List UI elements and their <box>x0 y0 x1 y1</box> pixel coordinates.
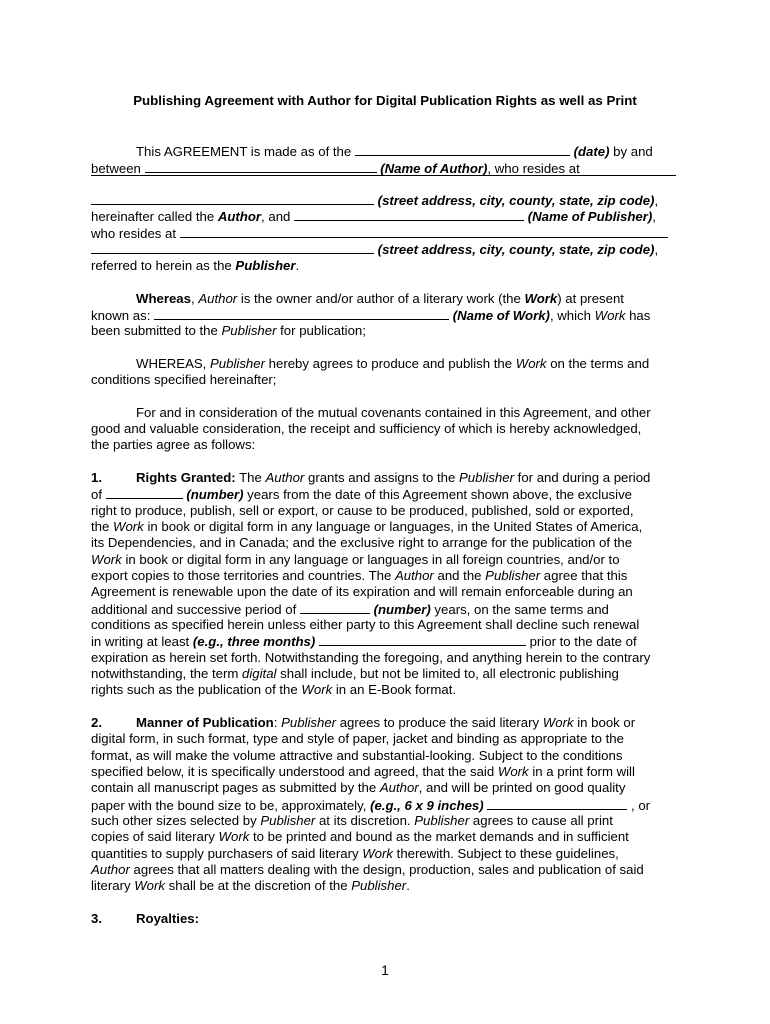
page-number: 1 <box>381 962 389 978</box>
section-2-line-3: format, as will make the volume attractive and substantial-looking. Subject to the conditions <box>91 748 623 763</box>
section-1-line-4: the Work in book or digital form in any language or languages, in the United States of America, <box>91 519 643 534</box>
section-2-line-2: digital form, in such format, type and style of paper, jacket and binding as appropriate to the <box>91 731 624 746</box>
section-2-number: 2. <box>91 715 102 730</box>
section-1-line-5: its Dependencies, and in Canada; and the exclusive right to arrange for the publication of the <box>91 535 633 550</box>
consideration-line-3: the parties agree as follows: <box>91 437 256 452</box>
section-2-heading: Manner of Publication <box>136 715 274 730</box>
consideration-line-2: good and valuable consideration, the receipt and sufficiency of which is hereby acknowledged, <box>91 421 642 436</box>
whereas-line-1: Whereas, Author is the owner and/or author of a literary work (the Work) at present <box>136 291 624 306</box>
section-1-line-13: notwithstanding, the term digital shall include, but not be limited to, all electronic publishing <box>91 666 619 681</box>
section-3-heading: Royalties: <box>136 911 200 926</box>
section-1-line-14: rights such as the publication of the Work in an E-Book format. <box>91 682 457 697</box>
page-title: Publishing Agreement with Author for Digital Publication Rights as well as Print <box>133 93 637 108</box>
section-2-line-10: Author agrees that all matters dealing with the design, production, sales and publication of said <box>91 862 644 877</box>
section-1-line-7: export copies to those territories and countries. The Author and the Publisher agree that this <box>91 568 628 583</box>
section-2-line-1: 2. Manner of Publication: Publisher agrees to produce the said literary Work in book or <box>91 715 636 730</box>
section-3-line-1 <box>91 911 199 927</box>
section-1-line-2: of (number) years from the date of this Agreement shown above, the exclusive <box>91 487 633 502</box>
section-2-line-8: copies of said literary Work to be printed and bound as the market demands and in sufficient <box>91 829 629 844</box>
consideration-line-1: For and in consideration of the mutual covenants contained in this Agreement, and other <box>136 405 651 420</box>
intro-line-5: hereinafter called the Author, and (Name of Publisher), <box>91 209 656 224</box>
section-2-line-5: contain all manuscript pages as submitted by the Author, and will be printed on good quality <box>91 780 626 795</box>
section-1-heading: Rights Granted: <box>136 470 236 485</box>
section-2-line-9: quantities to supply purchasers of said literary Work therewith. Subject to these guidelines, <box>91 846 619 861</box>
section-2-line-7: such other sizes selected by Publisher at its discretion. Publisher agrees to cause all print <box>91 813 613 828</box>
section-1-line-9: additional and successive period of (number) years, on the same terms and <box>91 602 609 617</box>
whereas-line-3: been submitted to the Publisher for publication; <box>91 323 366 338</box>
section-3-number: 3. <box>91 911 102 926</box>
section-1-line-1: 1. Rights Granted: The Author grants and assigns to the Publisher for and during a period <box>91 470 651 485</box>
section-1-line-3: right to produce, publish, sell or export, or cause to be produced, published, sold or exported, <box>91 503 634 518</box>
whereas2-line-1: WHEREAS, Publisher hereby agrees to produce and publish the Work on the terms and <box>136 356 650 371</box>
intro-line-8: referred to herein as the Publisher. <box>91 258 300 273</box>
intro-line-4: (street address, city, county, state, zip code), <box>91 192 658 209</box>
section-1-line-8: Agreement is renewable upon the date of its expiration and will remain enforceable during an <box>91 584 633 599</box>
whereas2-line-2: conditions specified hereinafter; <box>91 372 277 387</box>
section-1-line-12: expiration as herein set forth. Notwithstanding the foregoing, and anything herein to the contrary <box>91 650 651 665</box>
intro-line-7: (street address, city, county, state, zip code), <box>91 241 658 258</box>
section-1-line-10: conditions as specified herein unless either party to this Agreement shall decline such renewal <box>91 617 640 632</box>
section-2-line-6: paper with the bound size to be, approximately, (e.g., 6 x 9 inches) , or <box>91 798 651 813</box>
intro-line-2: between (Name of Author), who resides at <box>91 161 580 176</box>
address-blank-1 <box>91 175 676 176</box>
section-1-line-6: Work in book or digital form in any language or languages in all foreign countries, and/or to <box>91 552 620 567</box>
section-2-line-11: literary Work shall be at the discretion of the Publisher. <box>91 878 410 893</box>
section-1-number: 1. <box>91 470 102 485</box>
intro-line-6: who resides at <box>91 225 668 242</box>
section-2-line-4: specified below, it is specifically understood and agreed, that the said Work in a print form will <box>91 764 635 779</box>
intro-line-1: This AGREEMENT is made as of the (date) by and <box>136 144 653 159</box>
whereas-line-2: known as: (Name of Work), which Work has <box>91 308 651 323</box>
section-1-line-11: in writing at least (e.g., three months) prior to the date of <box>91 634 637 649</box>
